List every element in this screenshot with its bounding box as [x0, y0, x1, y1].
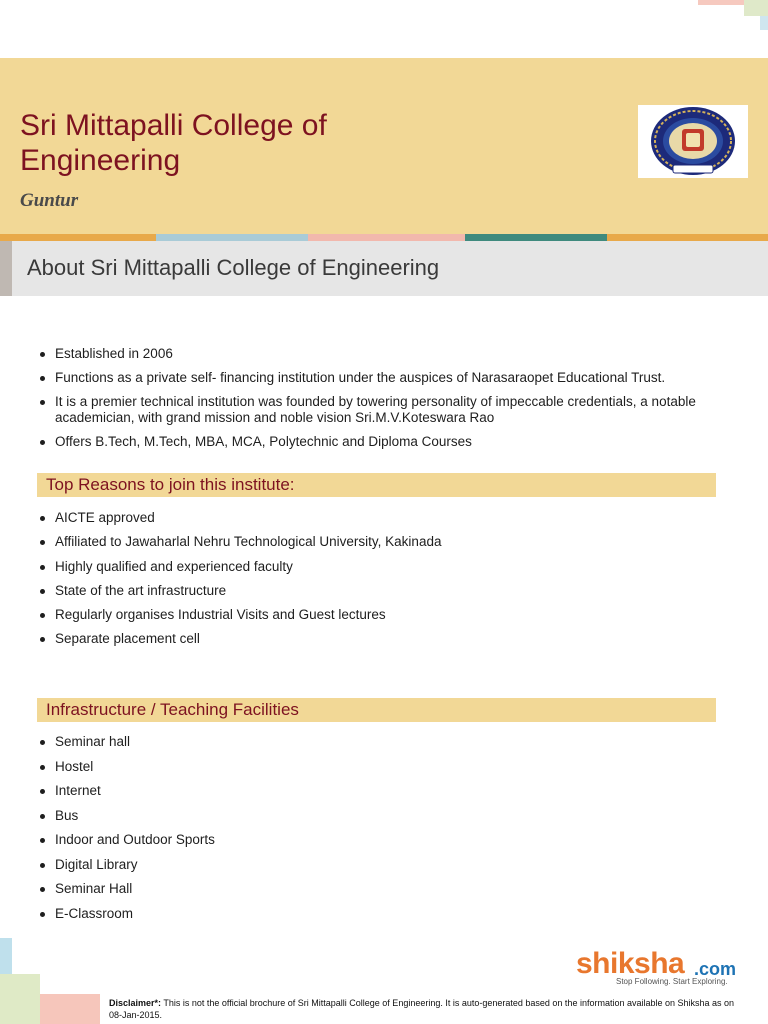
stripe-segment	[607, 234, 768, 241]
list-item: State of the art infrastructure	[0, 583, 720, 599]
corner-decoration	[698, 0, 744, 5]
infrastructure-heading: Infrastructure / Teaching Facilities	[46, 700, 299, 719]
list-item: Indoor and Outdoor Sports	[0, 832, 720, 848]
disclaimer	[109, 997, 739, 1021]
list-item: E-Classroom	[0, 906, 720, 922]
about-heading: About Sri Mittapalli College of Engineering	[27, 255, 440, 280]
reasons-heading: Top Reasons to join this institute:	[46, 475, 295, 494]
about-heading-bar	[0, 241, 768, 296]
college-logo	[638, 105, 748, 178]
corner-decoration	[0, 938, 12, 974]
heading-accent	[0, 241, 12, 296]
reasons-list	[0, 510, 720, 656]
college-seal-icon	[638, 105, 748, 178]
corner-decoration	[760, 16, 768, 30]
college-title: Sri Mittapalli College of Engineering	[20, 109, 327, 177]
list-item: Seminar hall	[0, 734, 720, 750]
corner-decoration	[744, 0, 768, 16]
infrastructure-heading-bar	[37, 698, 716, 722]
list-item: Bus	[0, 808, 720, 824]
about-list	[0, 346, 720, 458]
list-item: It is a premier technical institution was founded by towering personality of impeccable credentials, a notable academician, with grand mission and noble vision Sri.M.V.Koteswara Rao	[0, 394, 720, 426]
shiksha-logo	[576, 948, 751, 988]
list-item: Internet	[0, 783, 720, 799]
list-item: Regularly organises Industrial Visits and Guest lectures	[0, 607, 720, 623]
list-item: Established in 2006	[0, 346, 720, 362]
stripe-segment	[465, 234, 607, 241]
list-item: Seminar Hall	[0, 881, 720, 897]
brand-suffix: .com	[694, 959, 737, 979]
corner-decoration	[40, 994, 100, 1024]
stripe-segment	[0, 234, 156, 241]
reasons-heading-bar	[37, 473, 716, 497]
brand-tagline: Stop Following. Start Exploring.	[616, 977, 728, 986]
disclaimer-text: This is not the official brochure of Sri Mittapalli College of Engineering. It is auto-generated based on the information available on Shiksha as on 08-Jan-2015.	[109, 998, 735, 1020]
stripe-segment	[156, 234, 308, 241]
list-item: Functions as a private self- financing institution under the auspices of Narasaraopet Educational Trust.	[0, 370, 720, 386]
brand-name: shiksha	[576, 947, 685, 980]
list-item: Affiliated to Jawaharlal Nehru Technological University, Kakinada	[0, 534, 720, 550]
list-item: Separate placement cell	[0, 631, 720, 647]
corner-decoration	[0, 974, 40, 1024]
college-city: Guntur	[20, 190, 79, 211]
disclaimer-label: Disclaimer*:	[109, 998, 162, 1008]
list-item: Highly qualified and experienced faculty	[0, 559, 720, 575]
list-item: AICTE approved	[0, 510, 720, 526]
list-item: Digital Library	[0, 857, 720, 873]
stripe-segment	[308, 234, 465, 241]
college-header	[0, 58, 768, 234]
infrastructure-list	[0, 734, 720, 930]
list-item: Hostel	[0, 759, 720, 775]
list-item: Offers B.Tech, M.Tech, MBA, MCA, Polytechnic and Diploma Courses	[0, 434, 720, 450]
header-stripe	[0, 234, 768, 241]
